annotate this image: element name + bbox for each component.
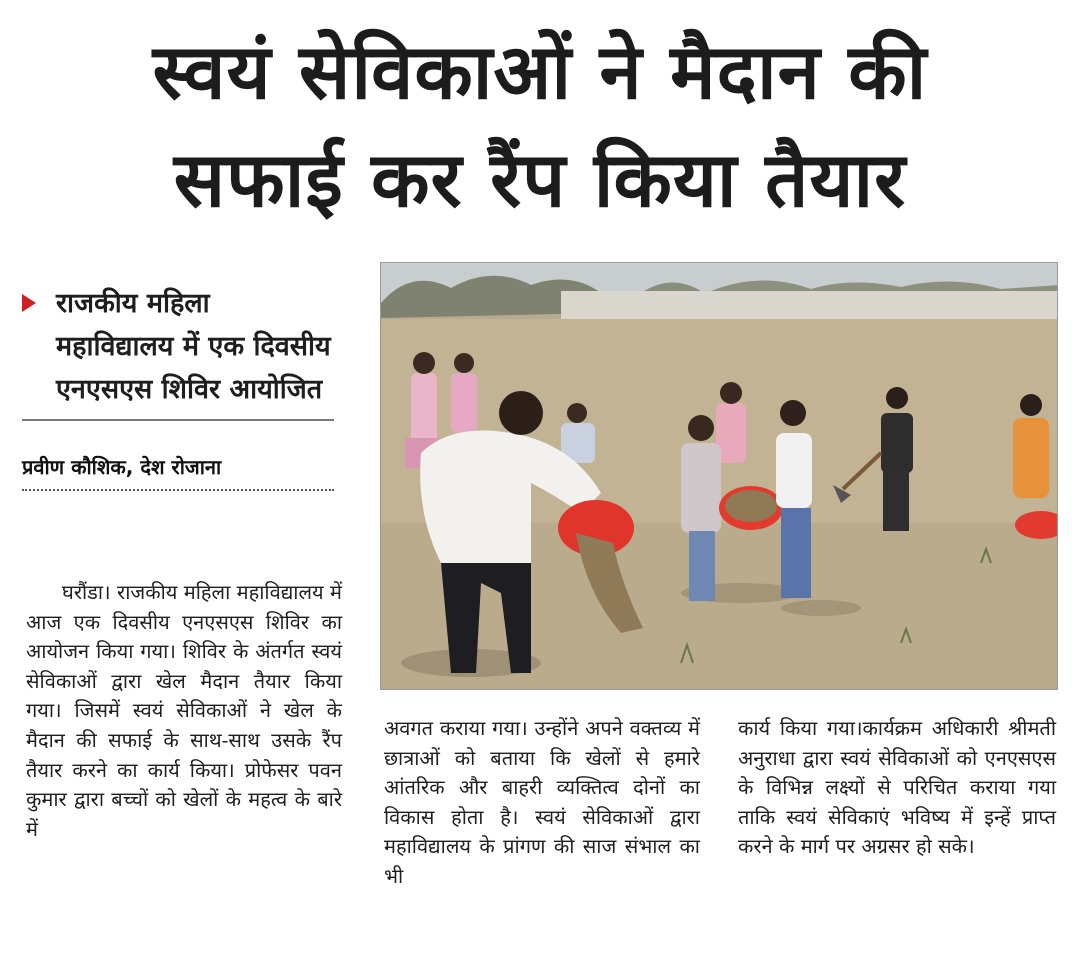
article-sidebar — [22, 282, 336, 491]
headline-line-2: सफाई कर रैंप किया तैयार — [173, 135, 907, 224]
dotted-divider — [22, 489, 334, 491]
body-column-3: कार्य किया गया।कार्यक्रम अधिकारी श्रीमती अनुराधा द्वारा स्वयं सेविकाओं को एनएसएस के विभिन्न लक्ष्यों से परिचित कराया गया ताकि स्वयं सेविकाएं भविष्य में इन्हें प्राप्त करने के मार्ग पर अग्रसर हो सके। — [738, 716, 1056, 859]
body-column-2: अवगत कराया गया। उन्होंने अपने वक्तव्य में छात्राओं को बताया कि खेलों से हमारे आंतरिक और बाहरी व्यक्तित्व दोनों का विकास होता है। स्वयं सेविकाओं द्वारा महाविद्यालय के प्रांगण की साज संभाल का भी — [384, 716, 700, 888]
headline — [0, 18, 1080, 234]
subheading-block — [22, 282, 336, 411]
news-photo — [380, 262, 1058, 690]
body-column-1: घरौंडा। राजकीय महिला महाविद्यालय में आज एक दिवसीय एनएसएस शिविर का आयोजन किया गया। शिविर के अंतर्गत स्वयं सेविकाओं द्वारा खेल मैदान तैयार किया गया। जिसमें स्वयं सेविकाओं ने खेल के मैदान की सफाई के साथ-साथ उसके रैंप तैयार करने का कार्य किया। प्रोफेसर पवन कुमार द्वारा बच्चों को खेलों के महत्व के बारे में — [26, 580, 342, 841]
byline: प्रवीण कौशिक, देश रोजाना — [22, 455, 222, 479]
divider-rule — [22, 419, 334, 421]
news-photo-illustration — [381, 263, 1058, 690]
headline-line-1: स्वयं सेविकाओं ने मैदान की — [152, 27, 928, 116]
subheading: राजकीय महिला महाविद्यालय में एक दिवसीय एनएसएस शिविर आयोजित — [56, 288, 331, 405]
triangle-bullet-icon — [22, 294, 36, 312]
